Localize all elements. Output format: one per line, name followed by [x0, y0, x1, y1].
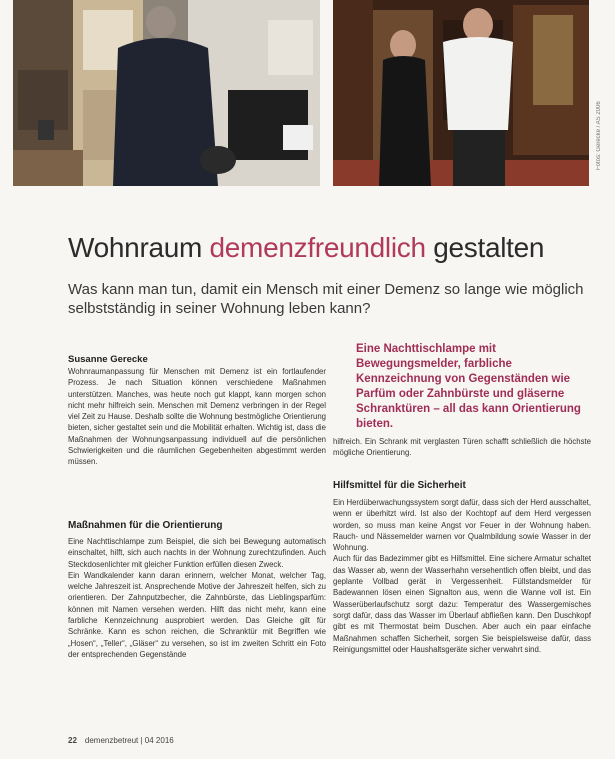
section-text-orientation: Eine Nachttischlampe zum Beispiel, die sich bei Bewegung automatisch einschaltet, hilft, sich auch nachts in der Wohnung zurechtzufinden. Auch Steckdosenlichter mit gleicher Funktion erfüllen diesen Zweck. Ein Wandkalender kann daran erinnern, welcher Monat, welcher Tag, welche Jahreszeit ist. Ansprechende Motive der Jahreszeit helfen, sich zu orientieren. Der Zahnputzbecher, die Zahnbürste, das Lieblingsparfüm: können mit Namen versehen werden. Hilft das nicht mehr, kann eine farbliche Kennzeichnung ausprobiert werden. Das Gleiche gilt für Schränke. Kann es schon reichen, die Schranktür mit Begriffen wie „Hosen“, „Teller“, „Gläser“ zu versehen, so ist im zweiten Schritt ein Foto der entsprechenden Gegenstände [68, 537, 326, 659]
photo-couple-hallway [333, 0, 589, 186]
col2-continuation: hilfreich. Ein Schrank mit verglasten Türen schafft schließlich die höchste mögliche Orientierung. [333, 437, 591, 458]
title-post: gestalten [425, 232, 545, 263]
photo-credit: Fotos: Gerecke / AS 2006 [596, 101, 602, 170]
page-footer [68, 736, 174, 745]
pull-quote: Eine Nachttischlampe mit Bewegungsmelder, farbliche Kennzeichnung von Gegenständen wie Parfüm oder Zahnbürste und gläserne Schranktüren – all das kann Orientierung bieten. [356, 343, 581, 430]
footer-publication: demenzbetreut | 04 2016 [84, 736, 174, 745]
page-number: 22 [68, 736, 77, 745]
section-heading-orientation: Maßnahmen für die Orientierung [68, 520, 223, 531]
section-text-safety: Ein Herdüberwachungssystem sorgt dafür, dass sich der Herd ausschaltet, wenn er überhitzt wird. Ist also der Kochtopf auf dem Herd vergessen worden, so muss man keine Angst vor Feuer in der Wohnung haben. Rauch- und Nässemelder warnen vor Qualmbildung sowie Wasser in der Wohnung. Auch für das Badezimmer gibt es Hilfsmittel. Eine sichere Armatur schaltet das Wasser ab, wenn der Wasserhahn versehentlich offen bleibt, und das geplante Vollbad gerät in Vergessenheit. Füllstandsmelder für Badewannen lösen einen Signalton aus, wenn die Wanne voll ist. Ein Wasserüberlaufschutz sorgt dazu: Temperatur des Wassergemisches sorgt dafür, dass das Wasser im Überlauf abfließen kann. Den Duschkopf gibt es mit Thermostat beim Duschen. Aber auch ein paar einfache Maßnahmen schaffen Sicherheit, sorgen Sie beispielsweise dafür, dass Reinigungsmittel oder Haushaltsgeräte sicher verwahrt sind. [333, 498, 591, 654]
photo-elderly-man-kitchen [13, 0, 320, 186]
article-title [68, 232, 544, 264]
section-heading-safety: Hilfsmittel für die Sicherheit [333, 480, 466, 491]
title-pre: Wohnraum [68, 232, 210, 263]
author-name: Susanne Gerecke [68, 354, 148, 365]
title-accent: demenzfreundlich [209, 232, 426, 263]
intro-paragraph: Wohnraumanpassung für Menschen mit Demenz ist ein fortlaufender Prozess. Je nach Situation können verschiedene Maßnahmen unterstützen. Manches, was heute noch gut klappt, kann morgen schon nicht mehr hilfreich sein. Menschen mit Demenz verbringen in der Regel viel Zeit zu Hause. Deshalb sollte die Wohnung bestmögliche Orientierung bieten, sicher gestaltet sein und die Mobilität erhalten. Wichtig ist, dass die Maßnahmen der Wohnungsanpassung individuell auf die persönlichen Schwierigkeiten und die räumlichen Gegebenheiten abgestimmt werden müssen. [68, 367, 326, 467]
article-subtitle: Was kann man tun, damit ein Mensch mit einer Demenz so lange wie möglich selbstständig in seiner Wohnung leben kann? [68, 281, 584, 317]
